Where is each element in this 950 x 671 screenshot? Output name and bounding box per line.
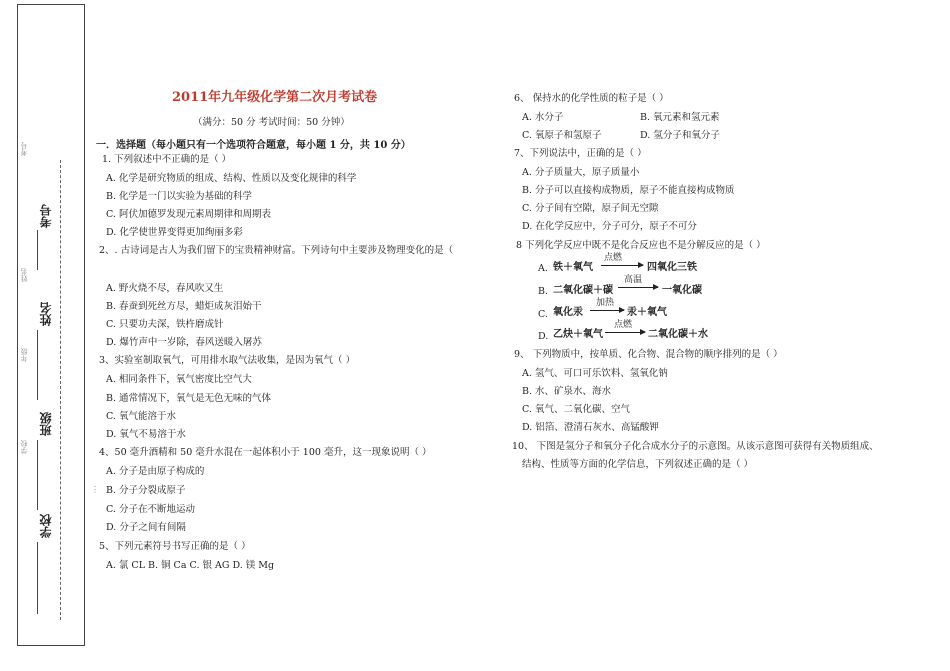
q10-stem-line2: 结构、性质等方面的化学信息，下列叙述正确的是（ ） xyxy=(522,459,754,470)
q8-a-reactants: 铁＋氧气 xyxy=(553,262,593,273)
q1-stem: 1. 下列叙述中不正确的是（ ） xyxy=(102,154,232,165)
q9-option-b[interactable]: B. 水、矿泉水、海水 xyxy=(522,386,612,397)
q9-option-d[interactable]: D. 铝箔、澄清石灰水、高锰酸钾 xyxy=(522,422,659,433)
q10-stem-line1: 10、 下图是氢分子和氧分子化合成水分子的示意图。从该示意图可获得有关物质组成、 xyxy=(512,441,879,452)
margin-tick-mark: ⋮ xyxy=(91,485,99,494)
q9-option-a[interactable]: A. 氢气、可口可乐饮料、氢氧化钠 xyxy=(522,368,668,379)
q8-d-products: 二氧化碳＋水 xyxy=(648,329,708,340)
q8-option-d-label[interactable]: D. xyxy=(538,331,549,342)
q7-option-a[interactable]: A. 分子质量大，原子质量小 xyxy=(522,167,640,178)
q6-option-a[interactable]: A. 水分子 xyxy=(522,112,564,123)
q2-option-a[interactable]: A. 野火烧不尽，春风吹又生 xyxy=(106,283,224,294)
binding-note-name: 姓名 xyxy=(20,268,28,282)
q3-option-a[interactable]: A. 相同条件下，氧气密度比空气大 xyxy=(106,374,252,385)
q9-stem: 9、 下列物质中，按单质、化合物、混合物的顺序排列的是（ ） xyxy=(514,349,783,360)
q3-stem: 3、实验室制取氧气，可用排水取气法收集，是因为氧气（ ） xyxy=(99,355,356,366)
q8-c-reactants: 氧化汞 xyxy=(553,307,583,318)
q5-stem: 5、下列元素符号书写正确的是（ ） xyxy=(99,541,251,552)
field-number-label: 考号 xyxy=(39,204,53,228)
q2-stem: 2、. 古诗词是古人为我们留下的宝贵精神财富。下列诗句中主要涉及物理变化的是（ xyxy=(99,245,454,256)
q8-a-condition: 点燃 xyxy=(604,253,623,263)
q8-a-products: 四氧化三铁 xyxy=(647,262,697,273)
q3-option-b[interactable]: B. 通常情况下，氧气是无色无味的气体 xyxy=(106,393,272,404)
q8-c-products: 汞＋氧气 xyxy=(627,307,667,318)
field-number-line[interactable] xyxy=(37,230,38,270)
q8-c-condition: 加热 xyxy=(596,298,615,308)
q4-option-b[interactable]: B. 分子分裂成原子 xyxy=(106,485,186,496)
q2-option-b[interactable]: B. 春蚕到死丝方尽，蜡炬成灰泪始干 xyxy=(106,301,262,312)
q4-stem: 4、50 毫升酒精和 50 毫升水混在一起体积小于 100 毫升，这一现象说明（ ） xyxy=(99,447,432,458)
q8-c-arrow xyxy=(590,310,624,311)
q8-a-arrow xyxy=(601,265,643,266)
binding-note-grade: 年级 xyxy=(20,348,28,362)
field-school-line[interactable] xyxy=(37,542,38,614)
q4-option-d[interactable]: D. 分子之间有间隔 xyxy=(106,522,186,533)
q8-b-condition: 高温 xyxy=(624,275,643,285)
q8-b-reactants: 二氧化碳＋碳 xyxy=(553,285,613,296)
q2-option-c[interactable]: C. 只要功夫深，铁杵磨成针 xyxy=(106,319,224,330)
q1-option-d[interactable]: D. 化学使世界变得更加绚丽多彩 xyxy=(106,227,243,238)
q1-option-b[interactable]: B. 化学是一门以实验为基础的科学 xyxy=(106,191,253,202)
field-class-label: 班级 xyxy=(39,412,53,436)
field-school-label: 学校 xyxy=(39,514,53,538)
field-name-label: 姓名 xyxy=(39,302,53,326)
q1-option-c[interactable]: C. 阿伏加德罗发现元素周期律和周期表 xyxy=(106,209,271,220)
q7-option-b[interactable]: B. 分子可以直接构成物质，原子不能直接构成物质 xyxy=(522,185,735,196)
q9-option-c[interactable]: C. 氧气、二氧化碳、空气 xyxy=(522,404,630,415)
q7-option-c[interactable]: C. 分子间有空隙，原子间无空隙 xyxy=(522,203,659,214)
q5-options[interactable]: A. 氯 CL B. 铜 Ca C. 银 AG D. 镁 Mg xyxy=(106,560,275,571)
section-heading: 一．选择题（每小题只有一个选项符合题意，每小题 1 分，共 10 分） xyxy=(96,140,411,151)
exam-title: 2011年九年级化学第二次月考试卷 xyxy=(172,90,378,105)
q8-d-arrow xyxy=(605,332,645,333)
field-name-line[interactable] xyxy=(37,330,38,400)
q2-option-d[interactable]: D. 爆竹声中一岁除，春风送暖入屠苏 xyxy=(106,337,262,348)
q8-option-c-label[interactable]: C. xyxy=(538,309,548,320)
binding-note-school: 学校 xyxy=(20,440,28,454)
q8-b-products: 一氧化碳 xyxy=(662,285,702,296)
q7-option-d[interactable]: D. 在化学反应中，分子可分，原子不可分 xyxy=(522,221,697,232)
q6-stem: 6、 保持水的化学性质的粒子是（ ） xyxy=(514,93,669,104)
q8-b-arrow xyxy=(618,287,658,288)
q8-option-a-label[interactable]: A. xyxy=(538,263,548,274)
q6-option-b[interactable]: B. 氧元素和氢元素 xyxy=(640,112,720,123)
q1-option-a[interactable]: A. 化学是研究物质的组成、结构、性质以及变化规律的科学 xyxy=(106,173,357,184)
binding-note-number: 考号 xyxy=(20,142,28,156)
binding-cut-line xyxy=(60,160,61,620)
q7-stem: 7、下列说法中，正确的是（ ） xyxy=(514,148,647,159)
q6-option-c[interactable]: C. 氧原子和氢原子 xyxy=(522,130,602,141)
q4-option-a[interactable]: A. 分子是由原子构成的 xyxy=(106,466,205,477)
q4-option-c[interactable]: C. 分子在不断地运动 xyxy=(106,504,195,515)
q8-stem: 8 下列化学反应中既不是化合反应也不是分解反应的是（ ） xyxy=(516,240,766,251)
q8-option-b-label[interactable]: B. xyxy=(538,286,549,297)
field-class-line[interactable] xyxy=(37,440,38,510)
q6-option-d[interactable]: D. 氢分子和氧分子 xyxy=(640,130,720,141)
q3-option-c[interactable]: C. 氧气能溶于水 xyxy=(106,411,176,422)
q8-d-reactants: 乙炔＋氧气 xyxy=(553,329,603,340)
exam-subtitle: （满分：50 分 考试时间：50 分钟） xyxy=(193,117,350,128)
q8-d-condition: 点燃 xyxy=(614,320,633,330)
q3-option-d[interactable]: D. 氧气不易溶于水 xyxy=(106,429,186,440)
